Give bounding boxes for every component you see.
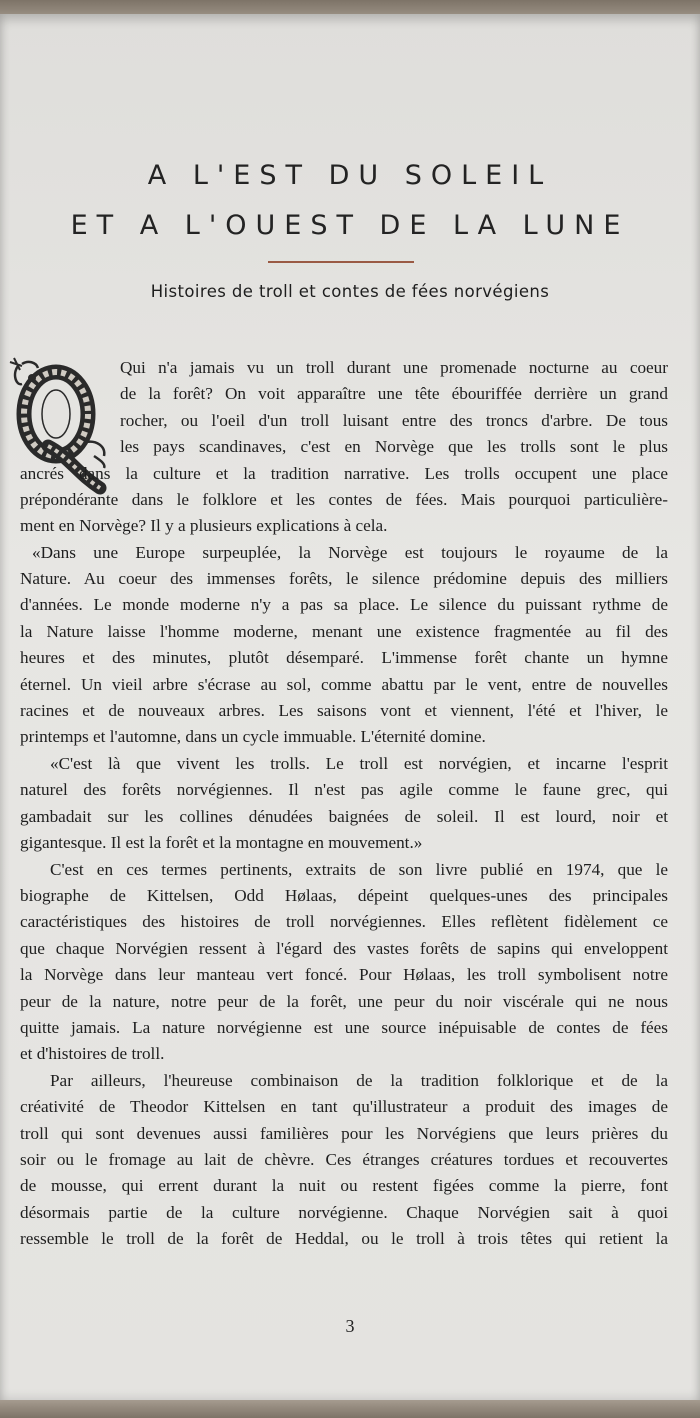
text-line: rocher, ou l'oeil d'un troll luisant entre des troncs d'arbre. De tous [120, 411, 668, 430]
text-line: les pays scandinaves, c'est en Norvège que les trolls sont le plus [120, 437, 668, 456]
text-line: «C'est là que vivent les trolls. Le troll est norvégien, et incarne l'esprit [50, 754, 668, 773]
text-line: désormais partie de la culture norvégienne. Chaque Norvégien sait à quoi [20, 1203, 668, 1222]
text-line: gigantesque. Il est la forêt et la montagne en mouvement.» [20, 833, 423, 852]
title-line-2: ET A L'OUEST DE LA LUNE [70, 210, 630, 241]
text-line: Par ailleurs, l'heureuse combinaison de la tradition folklorique et de la [50, 1071, 668, 1090]
text-line: Nature. Au coeur des immenses forêts, le silence prédomine depuis des milliers [20, 569, 668, 588]
text-line: prépondérante dans le folklore et les contes de fées. Mais pourquoi particulière- [20, 490, 668, 509]
text-line: de la forêt? On voit apparaître une tête ébouriffée derrière un grand [120, 384, 668, 403]
text-line: quitte jamais. La nature norvégienne est une source inépuisable de contes de fées [20, 1018, 668, 1037]
text-line: ancrés dans la culture et la tradition narrative. Les trolls occupent une place [20, 464, 668, 483]
text-line: naturel des forêts norvégiennes. Il n'est pas agile comme le faune grec, qui [20, 780, 668, 799]
text-line: gambadait sur les collines dénudées baignées de soleil. Il est lourd, noir et [20, 807, 668, 826]
text-line: ment en Norvège? Il y a plusieurs explications à cela. [20, 516, 388, 535]
text-line: C'est en ces termes pertinents, extraits de son livre publié en 1974, que le [50, 860, 668, 879]
text-line: «Dans une Europe surpeuplée, la Norvège est toujours le royaume de la [32, 543, 668, 562]
title-divider [268, 261, 414, 263]
subtitle: Histoires de troll et contes de fées norvégiens [150, 282, 550, 301]
text-line: et d'histoires de troll. [20, 1044, 165, 1063]
text-line: caractéristiques des histoires de troll norvégiennes. Elles reflètent fidèlement ce [20, 912, 668, 931]
text-line: créativité de Theodor Kittelsen en tant qu'illustrateur a produit des images de [20, 1097, 668, 1116]
text-line: peur de la nature, notre peur de la forêt, une peur du noir viscérale qui ne nous [20, 992, 668, 1011]
text-line: troll qui sont devenues aussi familières pour les Norvégiens que leurs prières du [20, 1124, 668, 1143]
text-line: de mousse, qui errent durant la nuit ou restent figées comme la pierre, font [20, 1176, 668, 1195]
text-line: printemps et l'automne, dans un cycle immuable. L'éternité domine. [20, 727, 486, 746]
table-bottom-edge [0, 1400, 700, 1418]
text-line: que chaque Norvégien ressent à l'égard des vastes forêts de sapins qui enveloppent [20, 939, 668, 958]
book-page [0, 14, 700, 1404]
page-number: 3 [345, 1316, 355, 1336]
text-line: biographe de Kittelsen, Odd Hølaas, dépeint quelques-unes des principales [20, 886, 668, 905]
text-line: éternel. Un vieil arbre s'écrase au sol, comme abattu par le vent, entre de nouvelles [20, 675, 668, 694]
text-line: heures et des minutes, plutôt désemparé. L'immense forêt chante un hymne [20, 648, 668, 667]
text-line: la Norvège dans leur manteau vert foncé. Pour Hølaas, les troll symbolisent notre [20, 965, 668, 984]
text-line: la Nature laisse l'homme moderne, menant une existence fragmentée au fil des [20, 622, 668, 641]
title-line-1: A L'EST DU SOLEIL [147, 160, 553, 191]
text-line: racines et de nouveaux arbres. Les saisons vont et viennent, l'été et l'hiver, le [20, 701, 668, 720]
text-line: Qui n'a jamais vu un troll durant une promenade nocturne au coeur [120, 358, 668, 377]
text-line: d'années. Le monde moderne n'y a pas sa place. Le silence du puissant rythme de [20, 595, 668, 614]
text-line: soir ou le fromage au lait de chèvre. Ces étranges créatures tordues et recouvertes [20, 1150, 668, 1169]
text-line: ressemble le troll de la forêt de Heddal, ou le troll à trois têtes qui retient la [20, 1229, 668, 1248]
